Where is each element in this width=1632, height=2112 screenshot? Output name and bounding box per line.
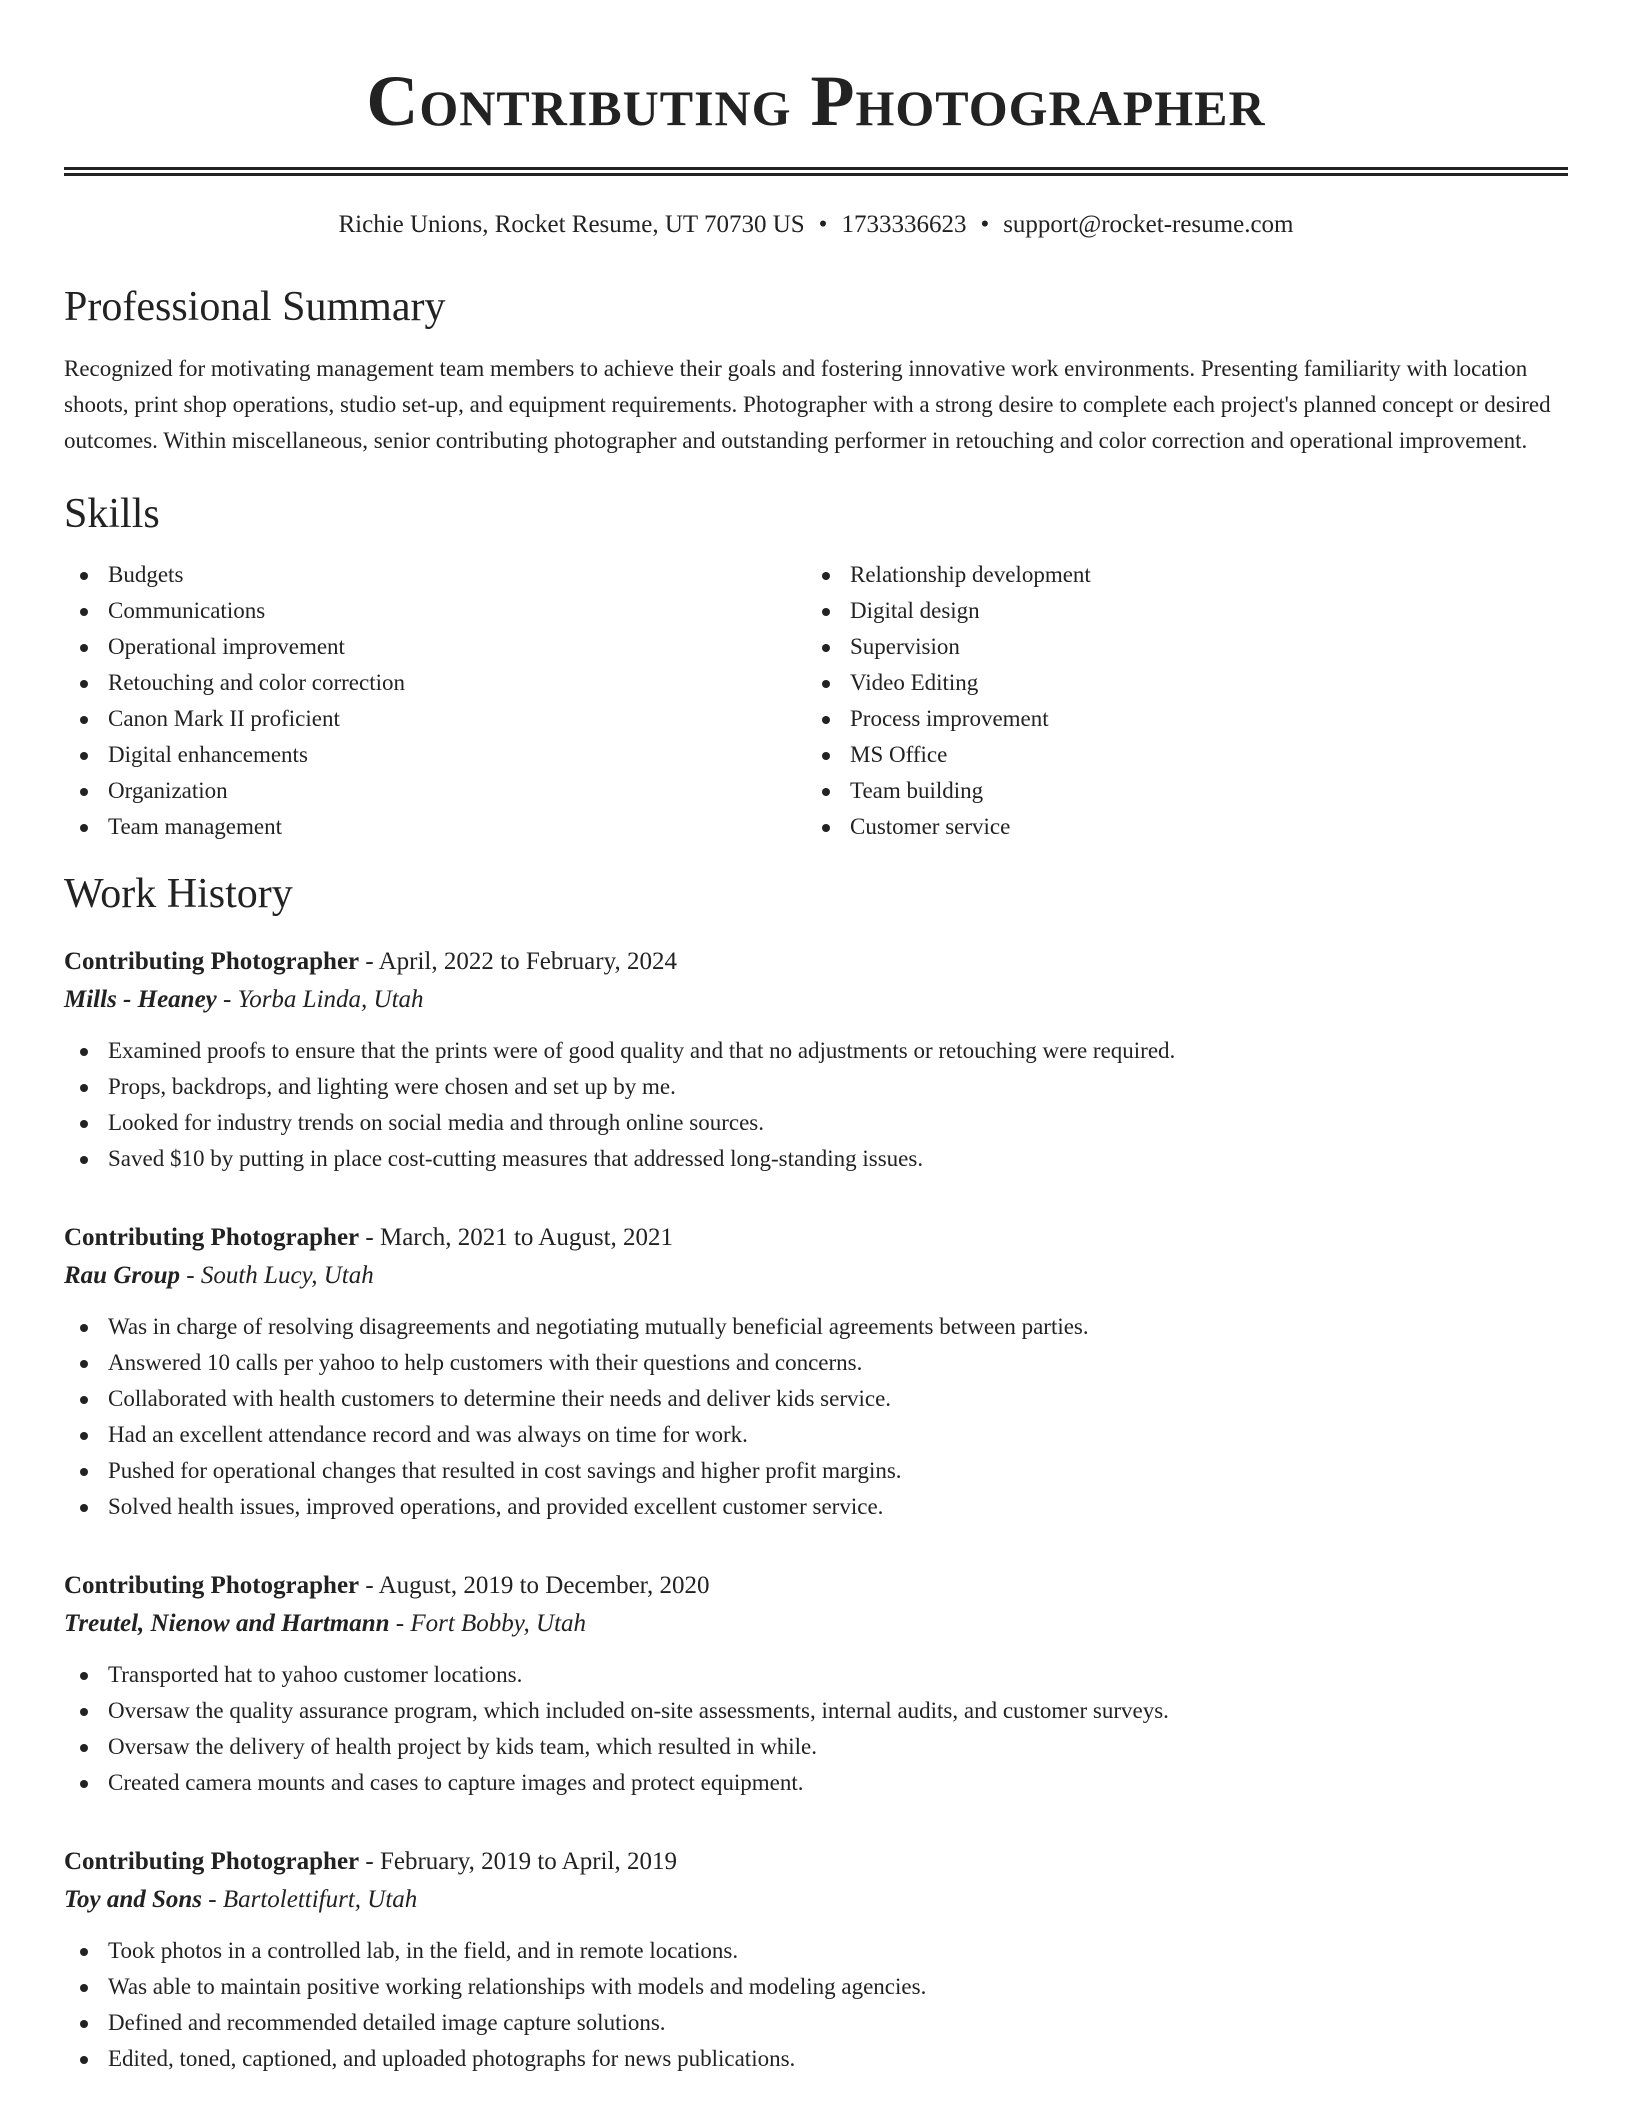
skills-heading: Skills: [64, 491, 160, 537]
job-role: Contributing Photographer: [64, 1224, 360, 1251]
skill-item: Video Editing: [806, 665, 1548, 701]
job-entry: [64, 1219, 1568, 1525]
skill-item: Team management: [64, 809, 806, 845]
job-bullet: Oversaw the delivery of health project by kids team, which resulted in while.: [64, 1729, 1568, 1765]
job-location: - South Lucy, Utah: [180, 1262, 374, 1289]
job-title-line: [64, 1219, 1568, 1257]
job-bullets: [64, 1033, 1568, 1177]
skill-item: Operational improvement: [64, 629, 806, 665]
job-title-line: [64, 1843, 1568, 1881]
job-bullet: Defined and recommended detailed image capture solutions.: [64, 2005, 1568, 2041]
contact-separator: •: [818, 211, 828, 238]
skill-item: Supervision: [806, 629, 1548, 665]
job-bullets: [64, 1657, 1568, 1801]
skill-item: Retouching and color correction: [64, 665, 806, 701]
job-bullet: Took photos in a controlled lab, in the field, and in remote locations.: [64, 1933, 1568, 1969]
job-bullet: Edited, toned, captioned, and uploaded photographs for news publications.: [64, 2041, 1568, 2077]
job-bullet: Had an excellent attendance record and was always on time for work.: [64, 1417, 1568, 1453]
skill-item: Canon Mark II proficient: [64, 701, 806, 737]
job-title-line: [64, 943, 1568, 981]
job-bullet: Answered 10 calls per yahoo to help customers with their questions and concerns.: [64, 1345, 1568, 1381]
job-entry: [64, 943, 1568, 1177]
job-title-line: [64, 1567, 1568, 1605]
job-bullet: Examined proofs to ensure that the prints were of good quality and that no adjustments or retouching were required.: [64, 1033, 1568, 1069]
job-role: Contributing Photographer: [64, 1848, 360, 1875]
skills-list: [64, 557, 1568, 845]
job-entry: [64, 1843, 1568, 2077]
job-bullet: Was in charge of resolving disagreements and negotiating mutually beneficial agreements between parties.: [64, 1309, 1568, 1345]
skill-item: Process improvement: [806, 701, 1548, 737]
resume-title: Contributing Photographer: [366, 61, 1266, 141]
job-bullet: Looked for industry trends on social media and through online sources.: [64, 1105, 1568, 1141]
job-dates: - February, 2019 to April, 2019: [359, 1848, 677, 1875]
skill-item: Digital design: [806, 593, 1548, 629]
skills-column-left: [64, 557, 806, 845]
skill-item: Relationship development: [806, 557, 1548, 593]
job-location: - Bartolettifurt, Utah: [202, 1886, 418, 1913]
contact-email: support@rocket-resume.com: [1003, 211, 1294, 238]
skill-item: Team building: [806, 773, 1548, 809]
title-divider: [64, 167, 1568, 176]
summary-text: Recognized for motivating management team members to achieve their goals and fostering innovative work environments. Presenting familiarity with location shoots, print shop operations, studio set-up, and equipment requirements. Photographer with a strong desire to complete each project's planned concept or desired outcomes. Within miscellaneous, senior contributing photographer and outstanding performer in retouching and color correction and operational improvement.: [64, 356, 1551, 453]
job-location: - Fort Bobby, Utah: [389, 1610, 587, 1637]
job-bullet: Was able to maintain positive working relationships with models and modeling agencies.: [64, 1969, 1568, 2005]
skill-item: Organization: [64, 773, 806, 809]
job-company: Treutel, Nienow and Hartmann: [64, 1610, 390, 1637]
job-company: Toy and Sons: [64, 1886, 203, 1913]
job-dates: - August, 2019 to December, 2020: [359, 1572, 710, 1599]
work-history-heading: Work History: [64, 871, 293, 917]
job-bullet: Created camera mounts and cases to capture images and protect equipment.: [64, 1765, 1568, 1801]
job-dates: - March, 2021 to August, 2021: [359, 1224, 674, 1251]
job-role: Contributing Photographer: [64, 1572, 360, 1599]
job-dates: - April, 2022 to February, 2024: [359, 948, 677, 975]
skill-item: MS Office: [806, 737, 1548, 773]
job-bullet: Oversaw the quality assurance program, which included on-site assessments, internal audits, and customer surveys.: [64, 1693, 1568, 1729]
job-bullet: Pushed for operational changes that resulted in cost savings and higher profit margins.: [64, 1453, 1568, 1489]
job-company-line: [64, 981, 1568, 1019]
contact-address: Richie Unions, Rocket Resume, UT 70730 US: [338, 211, 805, 238]
job-role: Contributing Photographer: [64, 948, 360, 975]
skill-item: Budgets: [64, 557, 806, 593]
job-company: Mills - Heaney: [64, 986, 217, 1013]
skill-item: Customer service: [806, 809, 1548, 845]
contact-phone: 1733336623: [841, 211, 967, 238]
job-company-line: [64, 1257, 1568, 1295]
job-bullet: Saved $10 by putting in place cost-cutting measures that addressed long-standing issues.: [64, 1141, 1568, 1177]
job-company: Rau Group: [64, 1262, 181, 1289]
job-bullet: Transported hat to yahoo customer locations.: [64, 1657, 1568, 1693]
job-company-line: [64, 1605, 1568, 1643]
job-bullets: [64, 1933, 1568, 2077]
contact-line: [64, 210, 1568, 240]
job-bullet: Solved health issues, improved operations, and provided excellent customer service.: [64, 1489, 1568, 1525]
job-entry: [64, 1567, 1568, 1801]
job-bullet: Collaborated with health customers to determine their needs and deliver kids service.: [64, 1381, 1568, 1417]
resume-page: [64, 0, 1568, 2077]
job-company-line: [64, 1881, 1568, 1919]
job-location: - Yorba Linda, Utah: [216, 986, 424, 1013]
skill-item: Communications: [64, 593, 806, 629]
job-bullets: [64, 1309, 1568, 1525]
contact-separator: •: [980, 211, 990, 238]
skill-item: Digital enhancements: [64, 737, 806, 773]
skills-column-right: [806, 557, 1548, 845]
job-bullet: Props, backdrops, and lighting were chosen and set up by me.: [64, 1069, 1568, 1105]
summary-heading: Professional Summary: [64, 284, 446, 330]
